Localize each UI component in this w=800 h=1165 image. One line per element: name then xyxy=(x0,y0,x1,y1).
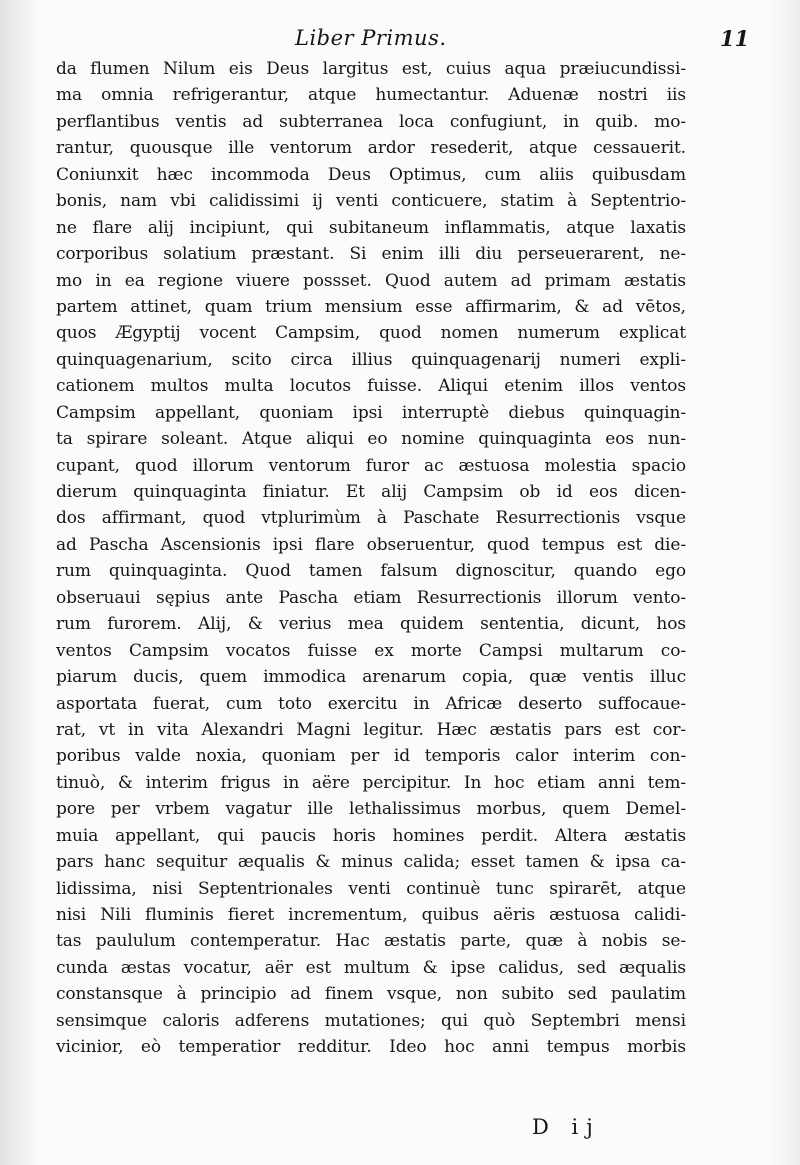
text-line: poribus valde noxia, quoniam per id temporis calor interim con- xyxy=(56,746,686,767)
text-line: quos Ægyptij vocent Campsim, quod nomen numerum explicat xyxy=(56,323,686,344)
text-line: perflantibus ventis ad subterranea loca confugiunt, in quib. mo- xyxy=(56,111,686,132)
text-line: dos affirmant, quod vtplurimùm à Paschate Resurrectionis vsque xyxy=(56,508,686,529)
text-line: asportata fuerat, cum toto exercitu in Africæ deserto suffocaue- xyxy=(56,693,686,714)
text-line: pars hanc sequitur æqualis & minus calida; esset tamen & ipsa ca- xyxy=(56,852,686,873)
text-line: ma omnia refrigerantur, atque humectantur. Aduenæ nostri iis xyxy=(56,85,686,106)
signature-mark: D ij xyxy=(532,1115,601,1139)
text-line: tinuò, & interim frigus in aëre percipitur. In hoc etiam anni tem- xyxy=(56,772,686,793)
text-line: vicinior, eò temperatior redditur. Ideo hoc anni tempus morbis xyxy=(56,1037,686,1058)
text-line: ne flare alij incipiunt, qui subitaneum inflammatis, atque laxatis xyxy=(56,217,686,238)
text-line: pore per vrbem vagatur ille lethalissimus morbus, quem Demel- xyxy=(56,799,686,820)
text-line: sensimque caloris adferens mutationes; qui quò Septembri mensi xyxy=(56,1010,686,1031)
text-line: dierum quinquaginta finiatur. Et alij Campsim ob id eos dicen- xyxy=(56,482,686,502)
text-line: partem attinet, quam trium mensium esse affirmarim, & ad vētos, xyxy=(56,296,686,317)
text-line: rat, vt in vita Alexandri Magni legitur. Hæc æstatis pars est cor- xyxy=(56,719,686,740)
text-line: da flumen Nilum eis Deus largitus est, cuius aqua præiucundissi- xyxy=(56,59,686,79)
text-line: Campsim appellant, quoniam ipsi interruptè diebus quinquagin- xyxy=(56,402,686,423)
text-line: ta spirare soleant. Atque aliqui eo nomine quinquaginta eos nun- xyxy=(56,429,686,450)
text-line: cunda æstas vocatur, aër est multum & ipse calidus, sed æqualis xyxy=(56,957,686,978)
text-line: rum furorem. Alij, & verius mea quidem sententia, dicunt, hos xyxy=(56,614,686,635)
text-line: constansque à principio ad finem vsque, non subito sed paulatim xyxy=(56,984,686,1005)
text-line: muia appellant, qui paucis horis homines perdit. Altera æstatis xyxy=(56,825,686,846)
text-line: ventos Campsim vocatos fuisse ex morte Campsi multarum co- xyxy=(56,640,686,661)
text-line: mo in ea regione viuere possset. Quod autem ad primam æstatis xyxy=(56,270,686,291)
text-line: bonis, nam vbi calidissimi ij venti conticuere, statim à Septentrio- xyxy=(56,191,686,212)
text-line: cationem multos multa locutos fuisse. Aliqui etenim illos ventos xyxy=(56,376,686,397)
text-line: tas paululum contemperatur. Hac æstatis parte, quæ à nobis se- xyxy=(56,931,686,952)
text-line: corporibus solatium præstant. Si enim illi diu perseuerarent, ne- xyxy=(56,244,686,265)
text-line: nisi Nili fluminis fieret incrementum, quibus aëris æstuosa calidi- xyxy=(56,905,686,925)
running-head: Liber Primus. xyxy=(295,26,447,50)
text-line: obseruaui sępius ante Pascha etiam Resurrectionis illorum vento- xyxy=(56,587,686,608)
body-text xyxy=(56,56,686,1061)
text-line: ad Pascha Ascensionis ipsi flare obseruentur, quod tempus est die- xyxy=(56,534,686,555)
text-line: rantur, quousque ille ventorum ardor resederit, atque cessauerit. xyxy=(56,138,686,159)
page-number: 11 xyxy=(720,26,750,51)
text-line: Coniunxit hæc incommoda Deus Optimus, cum aliis quibusdam xyxy=(56,164,686,185)
text-line: quinquagenarium, scito circa illius quinquagenarij numeri expli- xyxy=(56,349,686,370)
text-line: lidissima, nisi Septentrionales venti continuè tunc spirarēt, atque xyxy=(56,878,686,899)
text-line: cupant, quod illorum ventorum furor ac æstuosa molestia spacio xyxy=(56,455,686,476)
text-line: rum quinquaginta. Quod tamen falsum dignoscitur, quando ego xyxy=(56,561,686,582)
text-line: piarum ducis, quem immodica arenarum copia, quæ ventis illuc xyxy=(56,667,686,688)
